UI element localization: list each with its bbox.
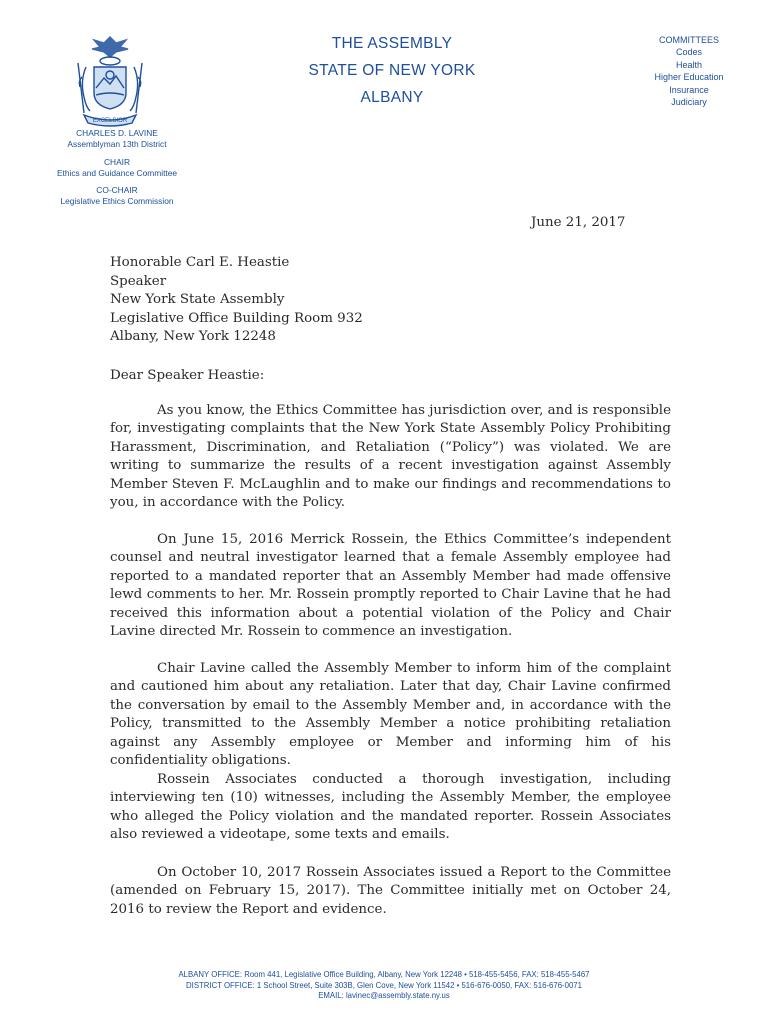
letter-date: June 21, 2017 (531, 215, 626, 230)
committees-heading: COMMITTEES (659, 35, 719, 45)
footer-district-office: DISTRICT OFFICE: 1 School Street, Suite 303B, Glen Cove, New York 11542 • 516-676-0050, FAX: 516-676-0071 (186, 980, 582, 990)
letterhead-title (230, 30, 554, 111)
footer-albany-office: ALBANY OFFICE: Room 441, Legislative Office Building, Albany, New York 12248 • 518-455-5456, FAX: 518-455-5467 (178, 970, 590, 979)
body-paragraph-2: On June 15, 2016 Merrick Rossein, the Ethics Committee’s independent counsel and neutral investigator learned that a female Assembly employee had reported to a mandated reporter that an Assembly Member had made offensive lewd comments to her. Mr. Rossein promptly reported to Chair Lavine that he had received this information about a potential violation of the Policy and Chair Lavine directed Mr. Rossein to commence an investigation. (110, 532, 671, 640)
body-paragraph-3: Chair Lavine called the Assembly Member to inform him of the complaint and cautioned him about any retaliation. Later that day, Chair Lavine confirmed the conversation by email to the Assembly Member and, in accordance with the Policy, transmitted to the Assembly Member a notice prohibiting retaliation against any Assembly employee or Member and informing him of his confidentiality obligations. (110, 661, 671, 769)
member-role-cochair-body: Legislative Ethics Commission (60, 196, 174, 207)
member-district: Assemblyman 13th District (67, 139, 167, 150)
committee-item: Insurance (669, 84, 709, 95)
member-info (40, 128, 194, 208)
body-paragraph-5: On October 10, 2017 Rossein Associates issued a Report to the Committee (amended on February 15, 2017). The Committee initially met on October 24, 2016 to review the Report and evidence. (110, 865, 671, 917)
seal-motto: EXCELSIOR (92, 118, 128, 124)
committees-list (634, 34, 744, 108)
address-line: Honorable Carl E. Heastie (110, 255, 290, 270)
member-name: CHARLES D. LAVINE (76, 128, 158, 138)
letterhead-line-city: ALBANY (360, 89, 424, 106)
letterhead-line-state: STATE OF NEW YORK (308, 62, 476, 79)
footer-email: EMAIL: lavinec@assembly.state.ny.us (318, 991, 450, 1001)
committee-item: Higher Education (654, 72, 724, 83)
letterhead-line-assembly: THE ASSEMBLY (331, 35, 453, 52)
letterhead-footer (100, 970, 668, 1002)
address-line: Albany, New York 12248 (110, 329, 276, 345)
member-role-cochair-title: CO-CHAIR (96, 185, 138, 196)
body-paragraph-4: Rossein Associates conducted a thorough investigation, including interviewing ten (10) witnesses, including the Assembly Member, the employee who alleged the Policy violation and the mandated reporter. Rossein Associates also reviewed a videotape, some texts and emails. (110, 772, 671, 843)
salutation: Dear Speaker Heastie: (110, 368, 265, 383)
address-line: Speaker (110, 273, 167, 289)
recipient-address (110, 254, 363, 347)
address-line: New York State Assembly (110, 292, 285, 308)
new-york-state-seal-icon (64, 33, 156, 129)
body-paragraph-1: As you know, the Ethics Committee has jurisdiction over, and is responsible for, investigating complaints that the New York State Assembly Policy Prohibiting Harassment, Discrimination, and Retaliation (“Policy”) was violated. We are writing to summarize the results of a recent investigation against Assembly Member Steven F. McLaughlin and to make our findings and recommendations to you, in accordance with the Policy. (110, 403, 671, 511)
committee-item: Health (675, 59, 702, 70)
address-line: Legislative Office Building Room 932 (110, 310, 363, 326)
committee-item: Codes (675, 47, 702, 58)
member-role-chair-body: Ethics and Guidance Committee (56, 167, 178, 178)
committee-item: Judiciary (671, 97, 707, 108)
member-role-chair-title: CHAIR (103, 156, 131, 167)
